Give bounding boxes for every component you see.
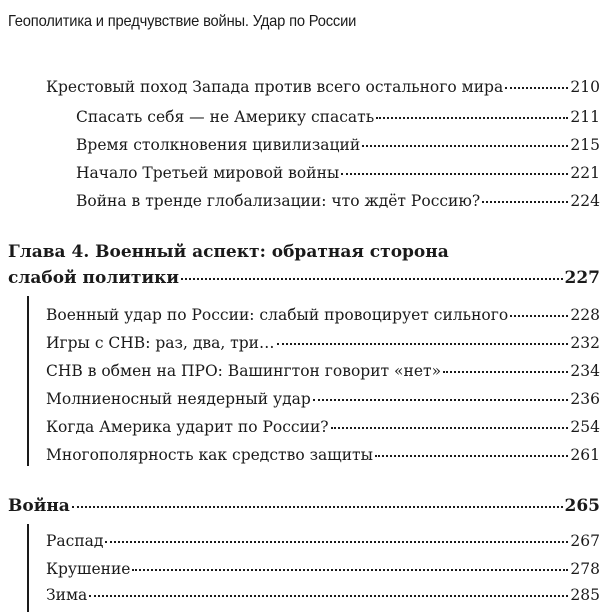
toc-page-number: 227 bbox=[564, 268, 600, 288]
toc-page-number: 210 bbox=[570, 78, 600, 96]
leader-dots bbox=[181, 278, 563, 280]
leader-dots bbox=[277, 343, 569, 345]
toc-entry-clash-of-civilizations[interactable] bbox=[76, 136, 600, 154]
toc-entry-title: Военный удар по России: слабый провоцирует сильного bbox=[46, 306, 509, 324]
leader-dots bbox=[341, 173, 568, 175]
toc-page-number: 224 bbox=[570, 192, 600, 210]
leader-dots bbox=[89, 595, 568, 597]
toc-page-number: 278 bbox=[570, 560, 600, 578]
toc-entry-military-strike[interactable] bbox=[46, 306, 600, 324]
toc-entry-when-america-strikes[interactable] bbox=[46, 418, 600, 436]
leader-dots bbox=[331, 427, 569, 429]
chapter-4-bracket-bar bbox=[27, 296, 29, 466]
toc-entry-title: Начало Третьей мировой войны bbox=[76, 164, 340, 182]
leader-dots bbox=[105, 541, 568, 543]
toc-entry-title: Когда Америка ударит по России? bbox=[46, 418, 329, 436]
toc-entry-title: Война в тренде глобализации: что ждёт Россию? bbox=[76, 192, 481, 210]
leader-dots bbox=[505, 87, 568, 89]
war-bracket-bar bbox=[27, 524, 29, 612]
toc-entry-title: Молниеносный неядерный удар bbox=[46, 390, 311, 408]
leader-dots bbox=[510, 315, 568, 317]
toc-entry-title: Спасать себя — не Америку спасать bbox=[76, 108, 375, 126]
leader-dots bbox=[376, 117, 568, 119]
toc-entry-title: Война bbox=[8, 496, 70, 516]
running-header: Геополитика и предчувствие войны. Удар по России bbox=[8, 13, 357, 30]
leader-dots bbox=[362, 145, 568, 147]
toc-entry-start-for-pro[interactable] bbox=[46, 362, 600, 380]
toc-entry-chapter-4[interactable] bbox=[8, 268, 600, 288]
toc-entry-title: СНВ в обмен на ПРО: Вашингтон говорит «нет» bbox=[46, 362, 442, 380]
toc-entry-title: Многополярность как средство защиты bbox=[46, 446, 373, 464]
toc-page-number: 285 bbox=[570, 586, 600, 604]
toc-page-number: 261 bbox=[570, 446, 600, 464]
toc-entry-title: Время столкновения цивилизаций bbox=[76, 136, 361, 154]
toc-entry-collapse[interactable] bbox=[46, 532, 600, 550]
toc-entry-multipolarity[interactable] bbox=[46, 446, 600, 464]
toc-entry-winter[interactable] bbox=[46, 586, 600, 604]
toc-entry-title: Игры с СНВ: раз, два, три… bbox=[46, 334, 275, 352]
toc-entry-title: Крестовый поход Запада против всего остального мира bbox=[46, 78, 504, 96]
toc-page-number: 254 bbox=[570, 418, 600, 436]
leader-dots bbox=[443, 371, 568, 373]
toc-page-number: 221 bbox=[570, 164, 600, 182]
toc-entry-save-yourself[interactable] bbox=[76, 108, 600, 126]
toc-entry-title: слабой политики bbox=[8, 268, 179, 288]
leader-dots bbox=[482, 201, 568, 203]
toc-entry-title: Крушение bbox=[46, 560, 131, 578]
leader-dots bbox=[132, 569, 568, 571]
leader-dots bbox=[72, 506, 563, 508]
toc-page-number: 236 bbox=[570, 390, 600, 408]
leader-dots bbox=[375, 455, 568, 457]
toc-entry-war-globalization[interactable] bbox=[76, 192, 600, 210]
toc-page-number: 215 bbox=[570, 136, 600, 154]
toc-entry-title: Распад bbox=[46, 532, 104, 550]
toc-page-number: 265 bbox=[564, 496, 600, 516]
toc-entry-wreck[interactable] bbox=[46, 560, 600, 578]
chapter-4-title-line1: Глава 4. Военный аспект: обратная сторона bbox=[8, 242, 449, 262]
toc-page-number: 228 bbox=[570, 306, 600, 324]
toc-page-number: 234 bbox=[570, 362, 600, 380]
toc-page-number: 232 bbox=[570, 334, 600, 352]
toc-entry-war[interactable] bbox=[8, 496, 600, 516]
toc-entry-title: Зима bbox=[46, 586, 88, 604]
toc-page-number: 267 bbox=[570, 532, 600, 550]
toc-entry-third-world-war[interactable] bbox=[76, 164, 600, 182]
toc-entry-start-games[interactable] bbox=[46, 334, 600, 352]
leader-dots bbox=[313, 399, 569, 401]
toc-entry-crusade[interactable] bbox=[46, 78, 600, 96]
toc-entry-lightning-strike[interactable] bbox=[46, 390, 600, 408]
toc-page-number: 211 bbox=[570, 108, 600, 126]
